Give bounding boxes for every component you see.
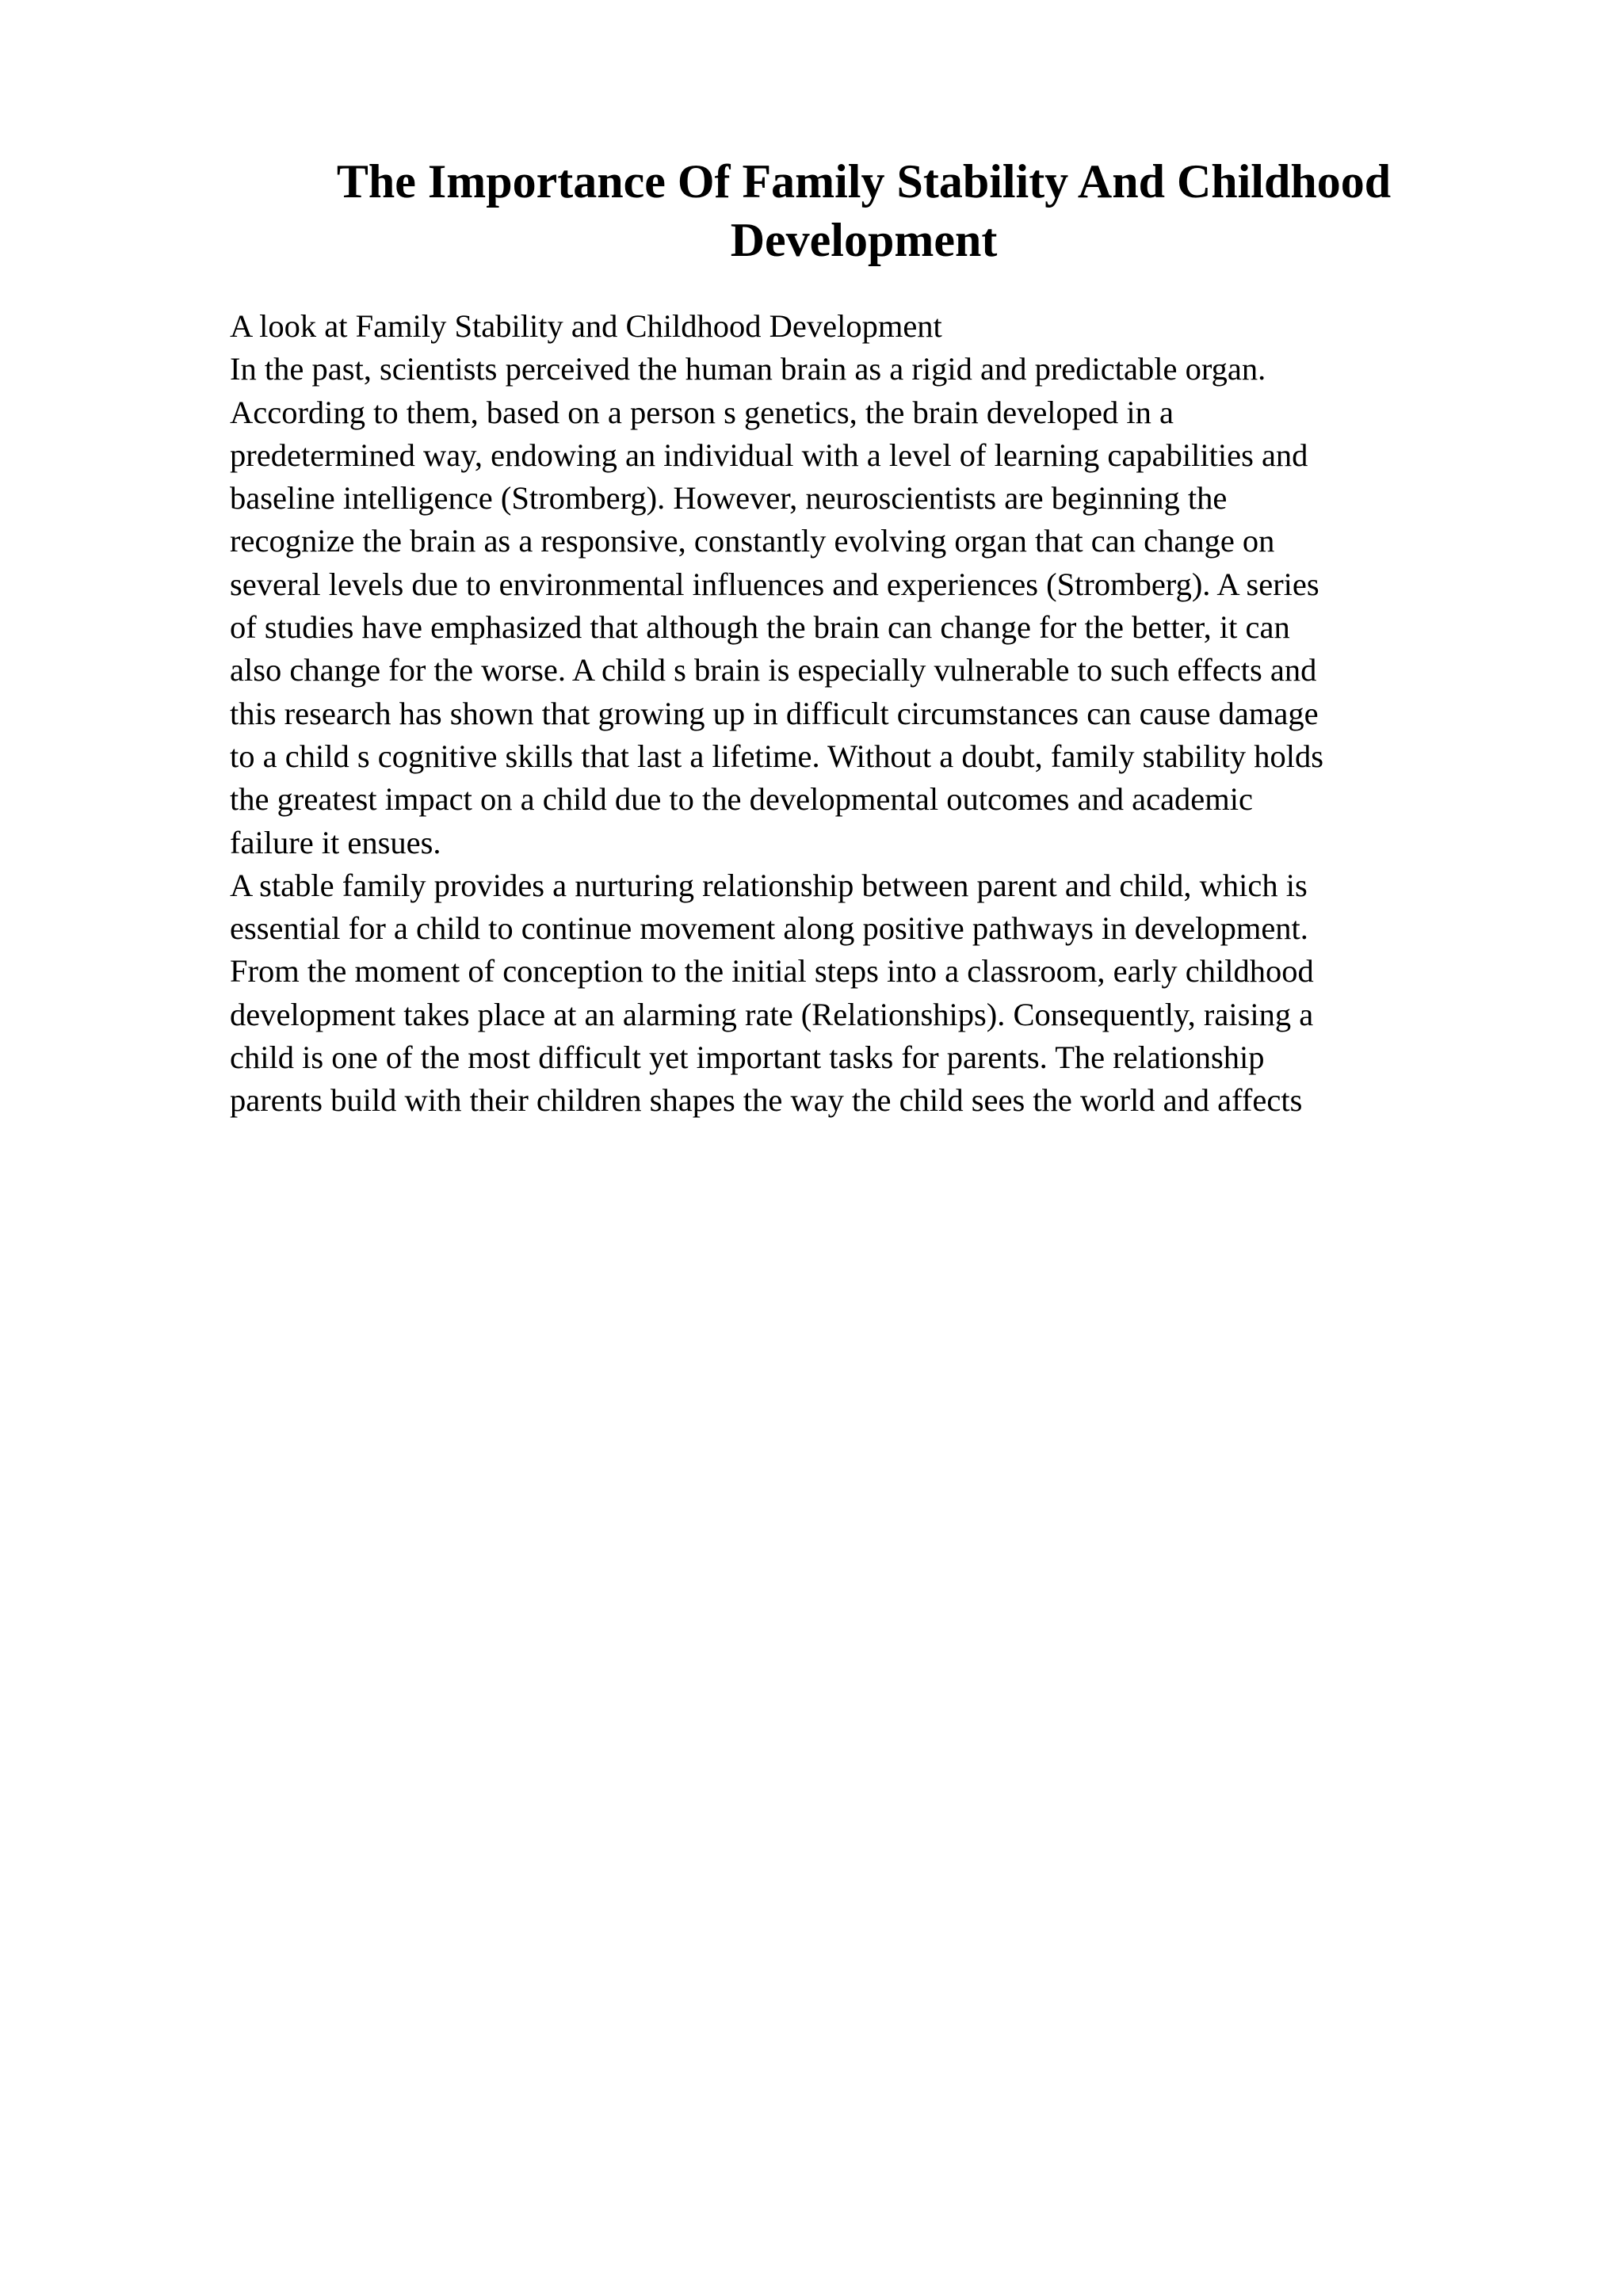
body-line: child is one of the most difficult yet important tasks for parents. The relationship: [230, 1039, 1265, 1076]
body-line: In the past, scientists perceived the human brain as a rigid and predictable organ.: [230, 351, 1266, 387]
document-title: [230, 152, 1498, 269]
body-line: essential for a child to continue movement along positive pathways in development.: [230, 910, 1308, 947]
body-line: failure it ensues.: [230, 824, 441, 860]
body-line: recognize the brain as a responsive, constantly evolving organ that can change on: [230, 523, 1275, 559]
title-line: The Importance Of Family Stability And Childhood: [336, 155, 1392, 208]
body-line: development takes place at an alarming rate (Relationships). Consequently, raising a: [230, 996, 1314, 1032]
document-body: [230, 305, 1529, 1123]
body-line: According to them, based on a person s genetics, the brain developed in a: [230, 394, 1174, 430]
body-line: the greatest impact on a child due to the developmental outcomes and academic: [230, 781, 1254, 818]
body-line: this research has shown that growing up in difficult circumstances can cause damage: [230, 695, 1319, 731]
title-line: Development: [730, 214, 998, 266]
body-line: to a child s cognitive skills that last a lifetime. Without a doubt, family stability holds: [230, 738, 1324, 774]
body-line: baseline intelligence (Stromberg). However, neuroscientists are beginning the: [230, 480, 1228, 517]
body-line: From the moment of conception to the initial steps into a classroom, early childhood: [230, 953, 1314, 990]
body-line: predetermined way, endowing an individual with a level of learning capabilities and: [230, 437, 1308, 473]
body-line: of studies have emphasized that although the brain can change for the better, it can: [230, 609, 1290, 646]
body-line: A stable family provides a nurturing relationship between parent and child, which is: [230, 867, 1308, 903]
body-line: parents build with their children shapes the way the child sees the world and affects: [230, 1082, 1303, 1119]
body-line: A look at Family Stability and Childhood Development: [230, 308, 942, 344]
body-line: several levels due to environmental influences and experiences (Stromberg). A series: [230, 566, 1319, 602]
body-line: also change for the worse. A child s brain is especially vulnerable to such effects and: [230, 652, 1317, 688]
